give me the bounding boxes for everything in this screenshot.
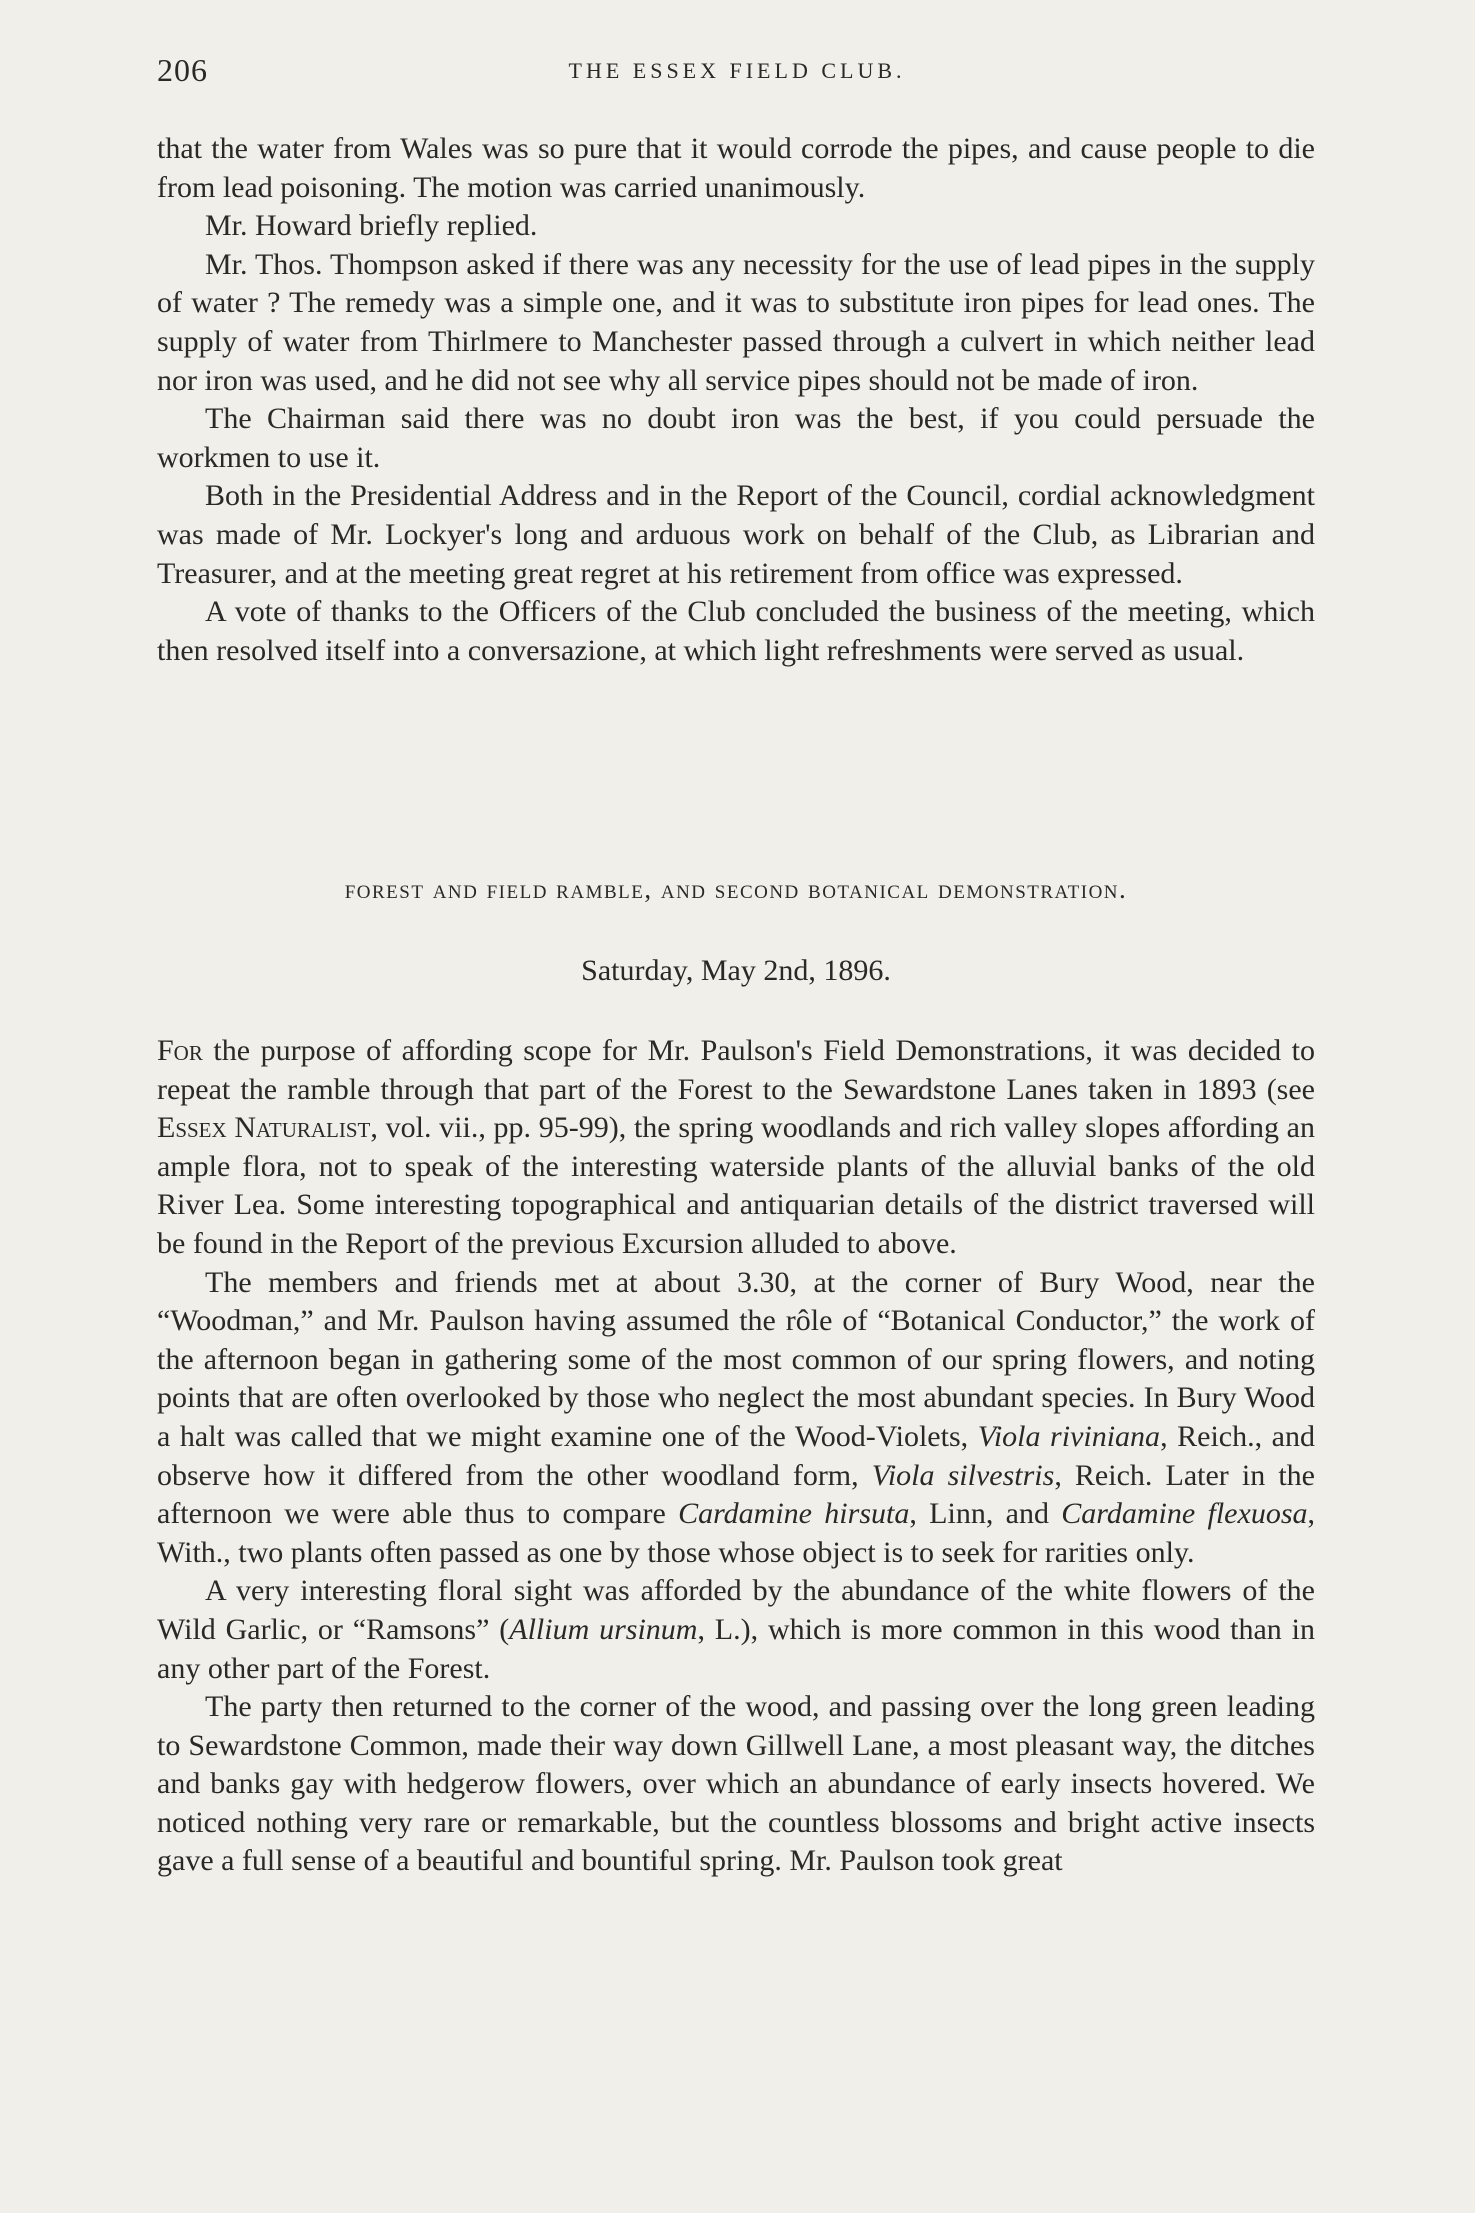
text-run: The members and friends met at about 3.30, at the corner of Bury Wood, near the “Woodman,” and Mr. Paulson having assumed the rôle of “Botanical Conductor,” the work of the afternoon began in gathering some of the most common of our spring flowers, and noting points that are often overlooked by those who neglect the most abundant species. In Bury Wood a halt was called that we might examine one of the Wood-Violets,: [157, 1265, 1315, 1453]
species-name: Cardamine hirsuta: [678, 1497, 910, 1531]
text-run: , vol. vii., pp. 95-99), the spring woodlands and rich valley slopes affording an ample flora, not to speak of the interesting waterside plants of the alluvial banks of the old River Lea. Some interesting topographical and antiquarian details of the district traversed will be found in the Report of the previous Excursion alluded to above.: [157, 1111, 1315, 1260]
paragraph-gillwell-lane: The party then returned to the corner of the wood, and passing over the long green leading to Sewardstone Common, made their way down Gillwell Lane, a most pleasant way, the ditches and banks gay with hedgerow flowers, over which an abundance of early insects hovered. We noticed nothing very rare or remarkable, but the countless blossoms and bright active insects gave a full sense of a beautiful and bountiful spring. Mr. Paulson took great: [157, 1690, 1315, 1878]
paragraph-howard-reply: Mr. Howard briefly replied.: [205, 209, 538, 243]
running-header: [157, 52, 1317, 92]
text-run: , L.), which is more common in this wood than in any other part of the Forest.: [157, 1612, 1315, 1685]
species-name: Viola riviniana: [977, 1419, 1161, 1453]
paragraph-purpose: [157, 1032, 1315, 1264]
paragraph-meeting-point: [157, 1264, 1315, 1573]
text-run: , Linn, and: [909, 1497, 1062, 1531]
text-run: A very interesting floral sight was afforded by the abundance of the white flowers of the Wild Garlic, or “Ramsons” (: [157, 1574, 1315, 1646]
species-name: Viola silvestris: [871, 1458, 1055, 1492]
text-run: , Reich., and observe how it differed from the other woodland form,: [157, 1419, 1315, 1492]
lead-word: For: [157, 1034, 203, 1067]
paragraph-wild-garlic: [157, 1572, 1315, 1688]
journal-title: THE ESSEX FIELD CLUB.: [568, 58, 906, 83]
text-run: , Reich. Later in the afternoon we were able thus to compare: [157, 1458, 1315, 1531]
section-heading: forest and field ramble, and second botanical demonstration.: [344, 874, 1128, 904]
text-run: , With., two plants often passed as one by those whose object is to seek for rarities only.: [157, 1497, 1315, 1569]
meeting-report-continuation: [157, 130, 1315, 670]
page-number: 206: [157, 52, 208, 88]
excursion-report: [157, 1032, 1315, 1881]
text-run: the purpose of affording scope for Mr. Paulson's Field Demonstrations, it was decided to repeat the ramble through that part of the Forest to the Sewardstone Lanes taken in 1893 (see: [157, 1034, 1315, 1106]
paragraph-thompson-question: Mr. Thos. Thompson asked if there was any necessity for the use of lead pipes in the supply of water ? The remedy was a simple one, and it was to substitute iron pipes for lead ones. The supply of water from Thirlmere to Manchester passed through a culvert in which neither lead nor iron was used, and he did not see why all service pipes should not be made of iron.: [157, 247, 1315, 397]
species-name: Allium ursinum: [509, 1612, 698, 1646]
species-name: Cardamine flexuosa: [1061, 1497, 1308, 1531]
paragraph-lockyer-acknowledgment: Both in the Presidential Address and in the Report of the Council, cordial acknowledgment was made of Mr. Lockyer's long and arduous work on behalf of the Club, as Librarian and Treasurer, and at the meeting great regret at his retirement from office was expressed.: [157, 479, 1315, 590]
paragraph-chairman-remark: The Chairman said there was no doubt iron was the best, if you could persuade the workmen to use it.: [157, 402, 1315, 474]
section-date: Saturday, May 2nd, 1896.: [581, 954, 891, 987]
paragraph-water-motion: that the water from Wales was so pure that it would corrode the pipes, and cause people to die from lead poisoning. The motion was carried unanimously.: [157, 132, 1315, 204]
journal-reference: Essex Naturalist: [157, 1111, 371, 1145]
paragraph-vote-of-thanks: A vote of thanks to the Officers of the Club concluded the business of the meeting, which then resolved itself into a conversazione, at which light refreshments were served as usual.: [157, 595, 1315, 667]
